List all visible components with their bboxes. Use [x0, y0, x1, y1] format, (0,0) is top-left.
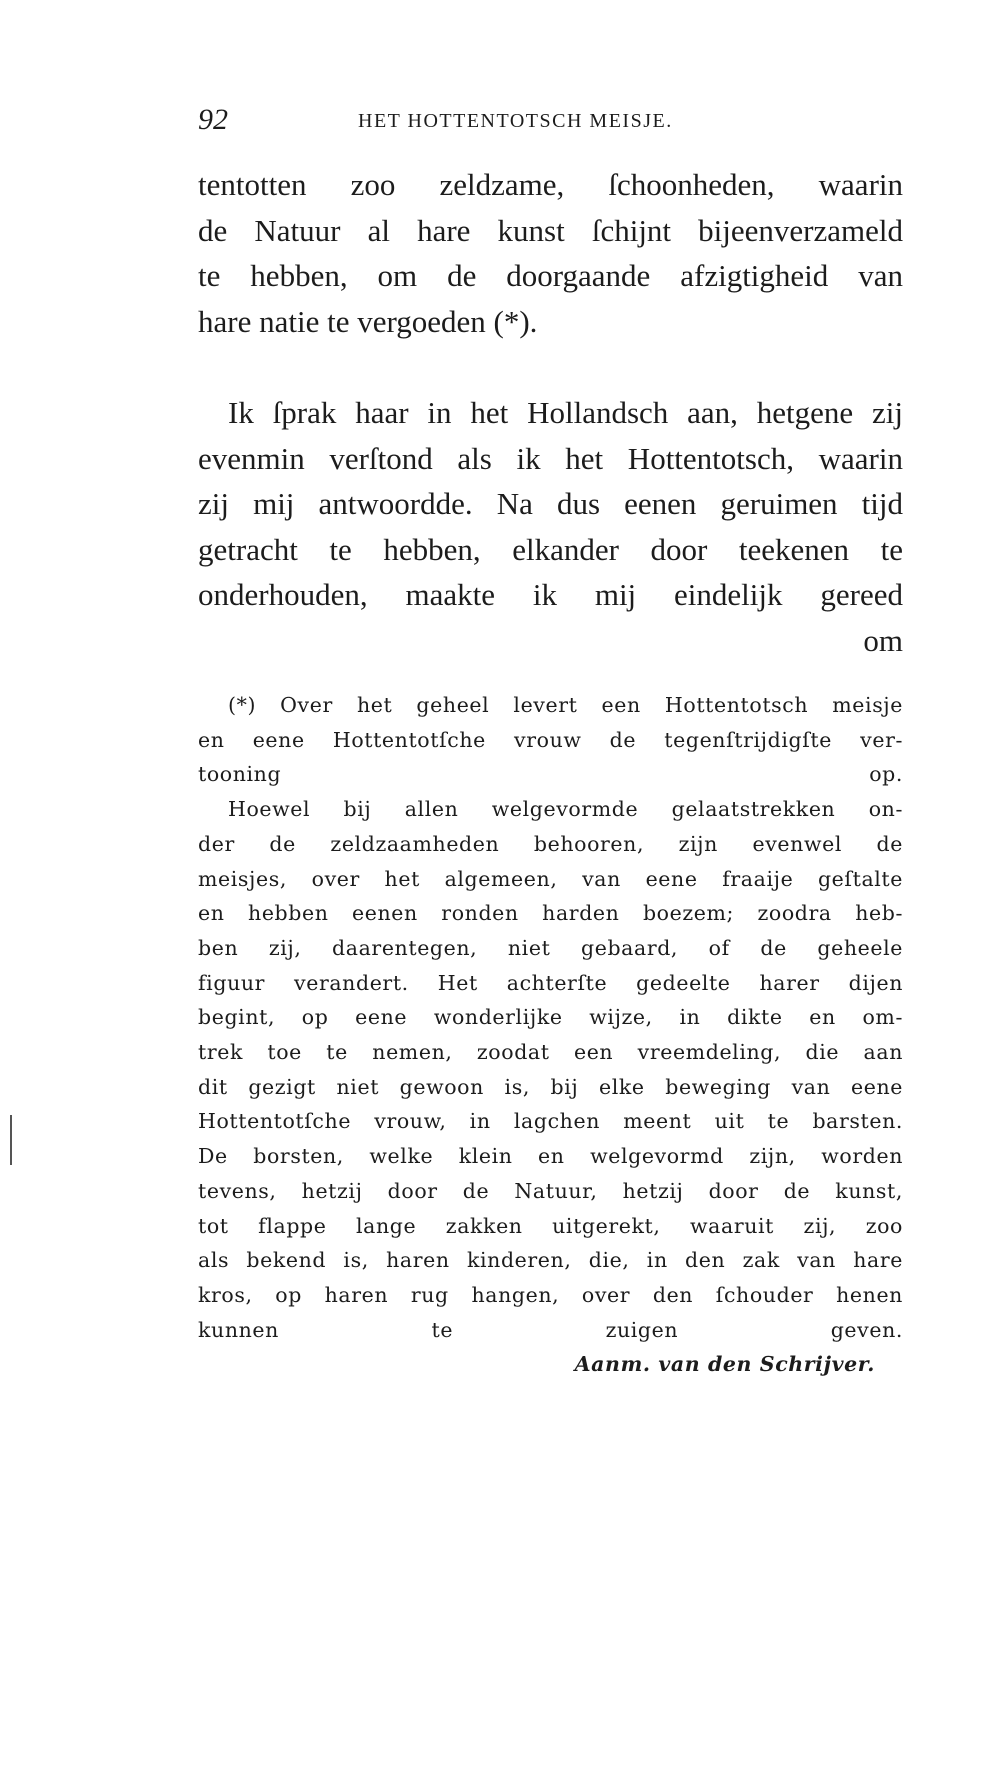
footnote-line: Hottentotſche vrouw, in lagchen meent uit te barsten. [198, 1109, 903, 1134]
footnote-line: tot flappe lange zakken uitgerekt, waaruit zij, zoo [198, 1213, 903, 1238]
page-number: 92 [198, 103, 228, 136]
footnote-line: en hebben eenen ronden harden boezem; zoodra heb- [198, 901, 903, 926]
text-line: getracht te hebben, elkander door teekenen te [198, 531, 903, 567]
footnote-line: De borsten, welke klein en welgevormd zijn, worden [198, 1144, 903, 1169]
footnote-line: dit gezigt niet gewoon is, bij elke beweging van eene [198, 1074, 903, 1099]
footnote-paragraph-2 [198, 792, 903, 1347]
text-line: Ik ſprak haar in het Hollandsch aan, hetgene zij [228, 395, 903, 430]
paragraph-1 [198, 162, 903, 344]
margin-mark [10, 1115, 12, 1165]
footnote-line: en eene Hottentotſche vrouw de tegenſtrijdigſte ver- [198, 727, 903, 752]
paragraph-gap [198, 344, 903, 390]
footnote-line: (*) Over het geheel levert een Hottentotsch meisje [228, 693, 903, 717]
footnote-line: meisjes, over het algemeen, van eene fraaije geſtalte [198, 866, 903, 891]
footnote [198, 688, 903, 1382]
text-line: zij mij antwoordde. Na dus eenen geruimen tijd [198, 486, 903, 521]
footnote-line: als bekend is, haren kinderen, die, in den zak van hare [198, 1248, 903, 1273]
footnote-line: ben zij, daarentegen, niet gebaard, of de geheele [198, 935, 903, 960]
text-line: evenmin verſtond als ik het Hottentotsch, waarin [198, 440, 903, 476]
catchword: om [863, 622, 903, 658]
footnote-line: tooning op. [198, 762, 903, 787]
footnote-line: tevens, hetzij door de Natuur, hetzij door de kunst, [198, 1178, 903, 1203]
running-head [198, 100, 758, 140]
footnote-line: Hoewel bij allen welgevormde gelaatstrekken on- [228, 797, 903, 822]
footnote-signature: Aanm. van den Schrijver. [574, 1352, 875, 1377]
text-line: te hebben, om de doorgaande afzigtigheid van [198, 258, 903, 293]
text-line: de Natuur al hare kunst ſchijnt bijeenverzameld [198, 212, 903, 248]
main-text [198, 162, 903, 663]
text-line: hare natie te vergoeden (*). [198, 303, 538, 339]
paragraph-2 [198, 390, 903, 663]
footnote-line: figuur verandert. Het achterſte gedeelte harer dijen [198, 970, 903, 995]
running-title: HET HOTTENTOTSCH MEISJE. [358, 110, 673, 132]
footnote-line: kunnen te zuigen geven. [198, 1317, 903, 1342]
footnote-line: der de zeldzaamheden behooren, zijn evenwel de [198, 831, 903, 856]
footnote-line: kros, op haren rug hangen, over den ſchouder henen [198, 1282, 903, 1307]
footnote-line: trek toe te nemen, zoodat een vreemdeling, die aan [198, 1040, 903, 1065]
text-line: tentotten zoo zeldzame, ſchoonheden, waarin [198, 167, 903, 202]
footnote-line: begint, op eene wonderlijke wijze, in dikte en om- [198, 1005, 903, 1030]
footnote-paragraph-1 [198, 688, 903, 792]
text-line: onderhouden, maakte ik mij eindelijk gereed [198, 577, 903, 612]
